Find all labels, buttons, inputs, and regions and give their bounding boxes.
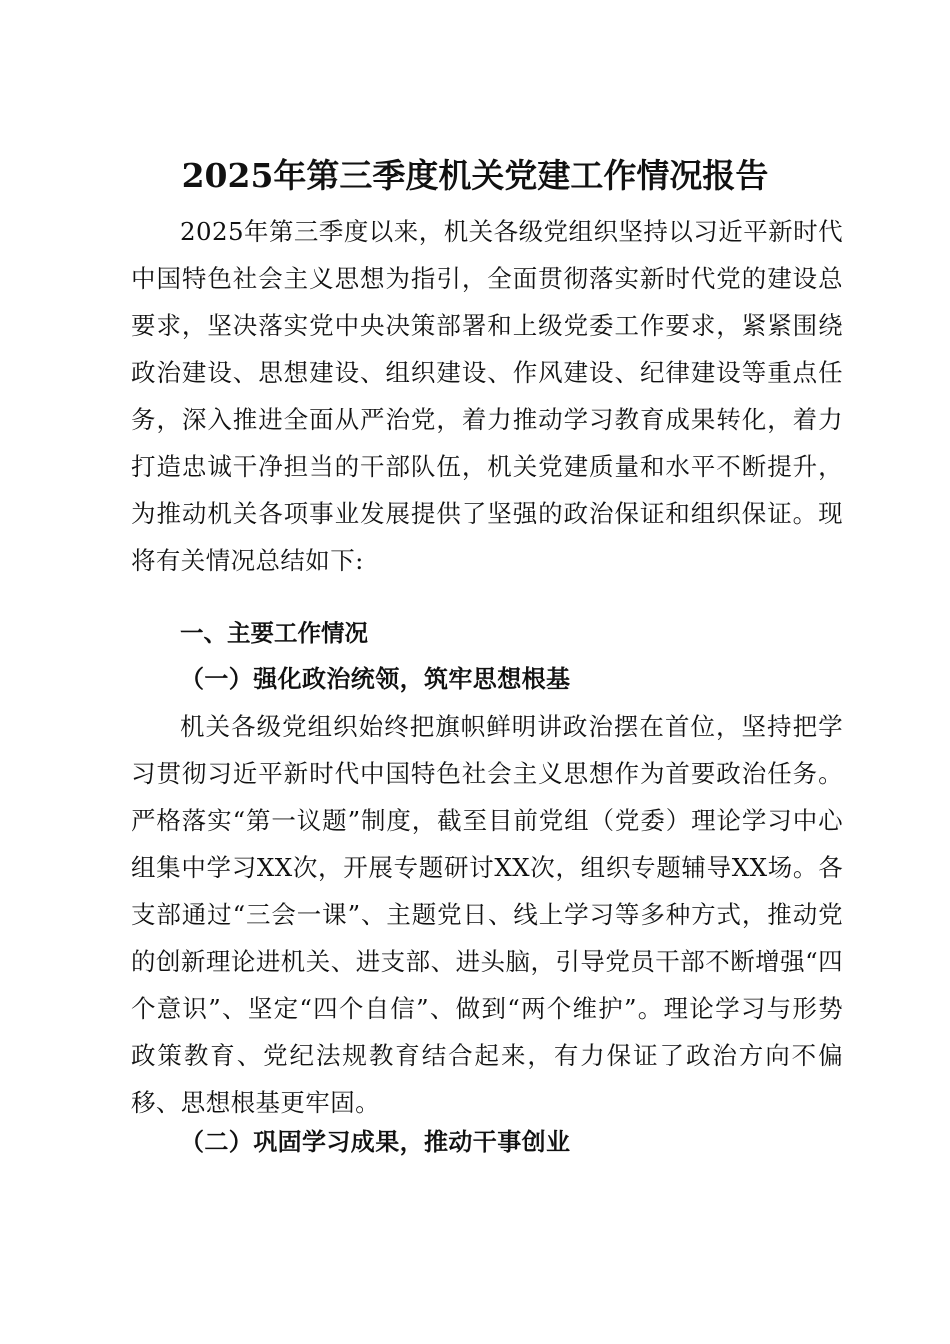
subsection-heading-1: （一）强化政治统领，筑牢思想根基: [180, 664, 571, 693]
section-heading-main-work: 一、主要工作情况: [180, 619, 368, 647]
intro-paragraph: 2025年第三季度以来，机关各级党组织坚持以习近平新时代中国特色社会主义思想为指引，全面贯彻落实新时代党的建设总要求，坚决落实党中央决策部署和上级党委工作要求，紧紧围绕政治建设、思想建设、组织建设、作风建设、纪律建设等重点任务，深入推进全面从严治党，着力推动学习教育成果转化，着力打造忠诚干净担当的干部队伍，机关党建质量和水平不断提升，为推动机关各项事业发展提供了坚强的政治保证和组织保证。现将有关情况总结如下:: [131, 217, 843, 575]
subsection-heading-2: （二）巩固学习成果，推动干事创业: [180, 1127, 571, 1156]
subsection-1-paragraph: 机关各级党组织始终把旗帜鲜明讲政治摆在首位，坚持把学习贯彻习近平新时代中国特色社会主义思想作为首要政治任务。严格落实“第一议题”制度，截至目前党组（党委）理论学习中心组集中学习XX次，开展专题研讨XX次，组织专题辅导XX场。各支部通过“三会一课”、主题党日、线上学习等多种方式，推动党的创新理论进机关、进支部、进头脑，引导党员干部不断增强“四个意识”、坚定“四个自信”、做到“两个维护”。理论学习与形势政策教育、党纪法规教育结合起来，有力保证了政治方向不偏移、思想根基更牢固。: [131, 712, 843, 1117]
document-title: 2025年第三季度机关党建工作情况报告: [181, 156, 769, 195]
